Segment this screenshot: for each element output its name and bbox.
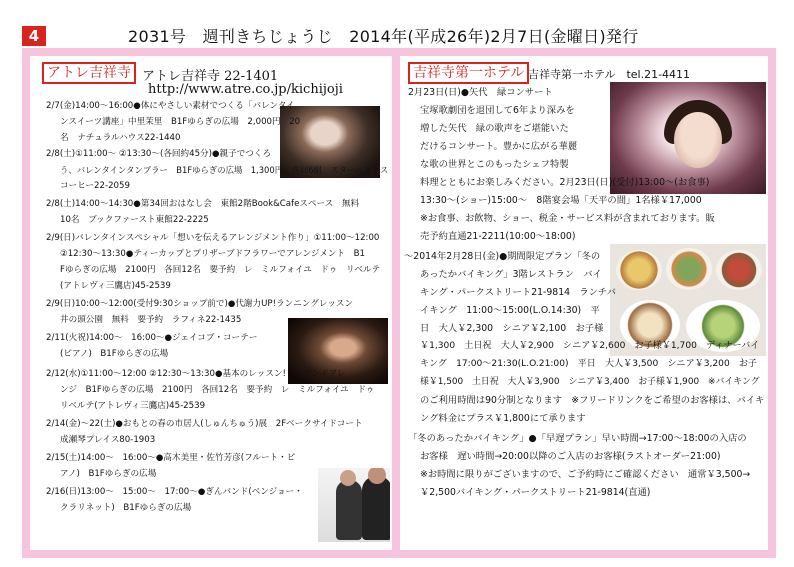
atre-event-line: 成瀬琴プレイス80-1903 <box>60 435 156 445</box>
atre-event-line: う、バレンタインタンブラー B1Fゆらぎの広場 1,300円 各回6組 スターバックス <box>60 165 389 175</box>
page-frame <box>22 48 776 558</box>
atre-name-text: アトレ吉祥寺 <box>142 69 221 84</box>
masthead-title: 2031号 週刊きちじょうじ 2014年(平成26年)2月7日(金曜日)発行 <box>128 27 639 46</box>
atre-event-line: (アトレヴィ三鷹店)45-2539 <box>60 281 171 291</box>
atre-event-line: 2/9(日)バレンタインスペシャル「想いを伝えるアレンジメント作り」①11:00～12:00 <box>46 233 380 243</box>
hotel-text-line: あったかバイキング」3階レストラン バイ <box>420 269 602 280</box>
atre-event-line: 2/8(土)①11:00～ ②13:30～(各回約45分)●親子でつくろ <box>46 149 272 159</box>
hotel-text-line: な歌の世界とこのもったシェフ特製 <box>420 159 569 170</box>
atre-column <box>30 56 392 550</box>
atre-event-line: ンジ B1Fゆらぎの広場 2100円 各回12名 要予約 レ ミルフォイユ ドゥ <box>60 385 375 395</box>
hotel-text-line: 宝塚歌劇団を退団して6年より深みを <box>420 105 575 116</box>
atre-event-line: 名 ナチュラルハウス22-1440 <box>60 133 181 143</box>
hotel-text-line: 売予約直通21-2211(10:00～18:00) <box>420 231 576 242</box>
atre-event-line: コーヒー22-2059 <box>60 181 130 191</box>
atre-event-line: ②12:30～13:30●ティーカップとプリザーブドフラワーでアレンジメント B1 <box>60 249 365 259</box>
hotel-text-line: ￥2,500バイキング・パークストリート21-9814(直通) <box>420 487 651 498</box>
hotel-text-line: ￥1,300 土日祝 大人￥2,900 シニア￥2,600 お子様￥1,700 ディナーバイ <box>420 341 760 351</box>
atre-store-tag: アトレ吉祥寺 <box>42 62 136 84</box>
atre-event-line: アノ) B1Fゆらぎの広場 <box>60 469 157 479</box>
atre-event-line: 2/9(日)10:00～12:00(受付9:30ショップ前で)●代謝力UP!ランニングレッスン <box>46 299 354 309</box>
atre-event-line: 2/12(水)①11:00～12:00 ②12:30～13:30●基本のレッスン!「ラウンドアレ <box>46 369 346 379</box>
atre-event-line: ンスイーツ講座」中里茉里 B1Fゆらぎの広場 2,000円 20 <box>60 117 301 127</box>
hotel-text-line: のご利用時間は90分制となります ※フリードリンクをご希望のお客様は、バイキ <box>420 395 765 406</box>
atre-event-line: 2/11(火祝)14:00～ 16:00～●ジェイコブ・コーテー <box>46 333 258 343</box>
atre-tel: 22-1401 <box>224 69 279 84</box>
atre-event-line: リベルテ(アトレヴィ三鷹店)45-2539 <box>60 401 206 411</box>
atre-event-line: (ピアノ) B1Fゆらぎの広場 <box>60 349 169 359</box>
atre-event-line: 井の頭公園 無料 要予約 ラフィネ22-1435 <box>60 315 242 325</box>
atre-event-line: クラリネット) B1Fゆらぎの広場 <box>60 503 192 513</box>
hotel-text-line: ※お食事、お飲物、ショー、税金・サービス料が含まれております。販 <box>420 213 715 224</box>
hotel-text-line: 様￥1,500 土日祝 大人￥3,900 シニア￥3,400 お子様￥1,900 ※バイキング <box>420 377 760 387</box>
atre-url[interactable]: http://www.atre.co.jp/kichijoji <box>148 82 343 97</box>
hotel-text-line: ～2014年2月28日(金)●期間限定プラン「冬の <box>404 251 601 262</box>
hotel-text-line: 「冬のあったかバイキング」●「早遅プラン」早い時間→17:00～18:00の入店の <box>408 433 747 444</box>
hotel-column <box>400 56 768 550</box>
hotel-text-line: 増した矢代 緑の歌声をご堪能いた <box>420 123 569 134</box>
hotel-text-line: イキング 11:00～15:00(L.O.14:30) 平 <box>420 305 600 316</box>
atre-event-line: 2/7(金)14:00～16:00●体にやさしい素材でつくる「バレンタイ <box>46 101 295 111</box>
atre-event-line: Fゆらぎの広場 2100円 各回12名 要予約 レ ミルフォイユ ドゥ リベルテ <box>60 265 381 275</box>
atre-event-line: 2/15(土)14:00～ 16:00～●高木美里・佐竹芳彦(フルート・ピ <box>46 453 296 463</box>
hotel-text-line: 13:30～(ショー)15:00～ 8階宴会場「天平の間」1名様￥17,000 <box>420 195 702 206</box>
hotel-text-line: 2月23日(日)●矢代 緑コンサート <box>408 87 553 98</box>
atre-event-line: 2/8(土)14:00～14:30●第34回おはなし会 東館2階Book&Cafeスペース 無料 <box>46 199 360 209</box>
hotel-text-line: キング・パークストリート21-9814 ランチバ <box>420 287 616 298</box>
atre-event-line: 2/16(日)13:00～ 15:00～ 17:00～●ぎんバンド(ベンジョー・ <box>46 487 303 497</box>
hotel-text-line: 日 大人￥2,300 シニア￥2,100 お子様 <box>420 323 604 334</box>
hotel-store-tag: 吉祥寺第一ホテル <box>408 62 529 84</box>
page-header <box>0 0 794 48</box>
atre-event-line: 10名 ブックファースト東館22-2225 <box>60 215 209 225</box>
hotel-text-line: 料理とともにお楽しみください。2月23日(日)(受付)13:00～(お食事) <box>420 177 710 188</box>
atre-event-line: 2/14(金)～22(土)●おもとの春の市居人(しゅんちゅう)展 2Fベークサイドコート <box>46 419 363 429</box>
hotel-text-line: お客様 遅い時間→20:00以降のご入店のお客様(ラストオーダー21:00) <box>420 451 721 462</box>
hotel-text-line: ※お時間に限りがございますので、ご予約時にご確認ください 通常￥3,500→ <box>420 469 751 480</box>
hotel-text-line: ング料金にプラス￥1,800にて承ります <box>420 413 586 424</box>
page-number-badge: 4 <box>22 26 46 46</box>
band-photo <box>318 468 390 542</box>
hotel-text-line: だけるコンサート。豊かに広がる華麗 <box>420 141 578 152</box>
hotel-text-line: キング 17:00～21:30(L.O.21:00) 平日 大人￥3,500 シニア￥3,200 お子 <box>420 359 758 369</box>
hotel-address: 吉祥寺第一ホテル tel.21-4411 <box>528 68 691 81</box>
